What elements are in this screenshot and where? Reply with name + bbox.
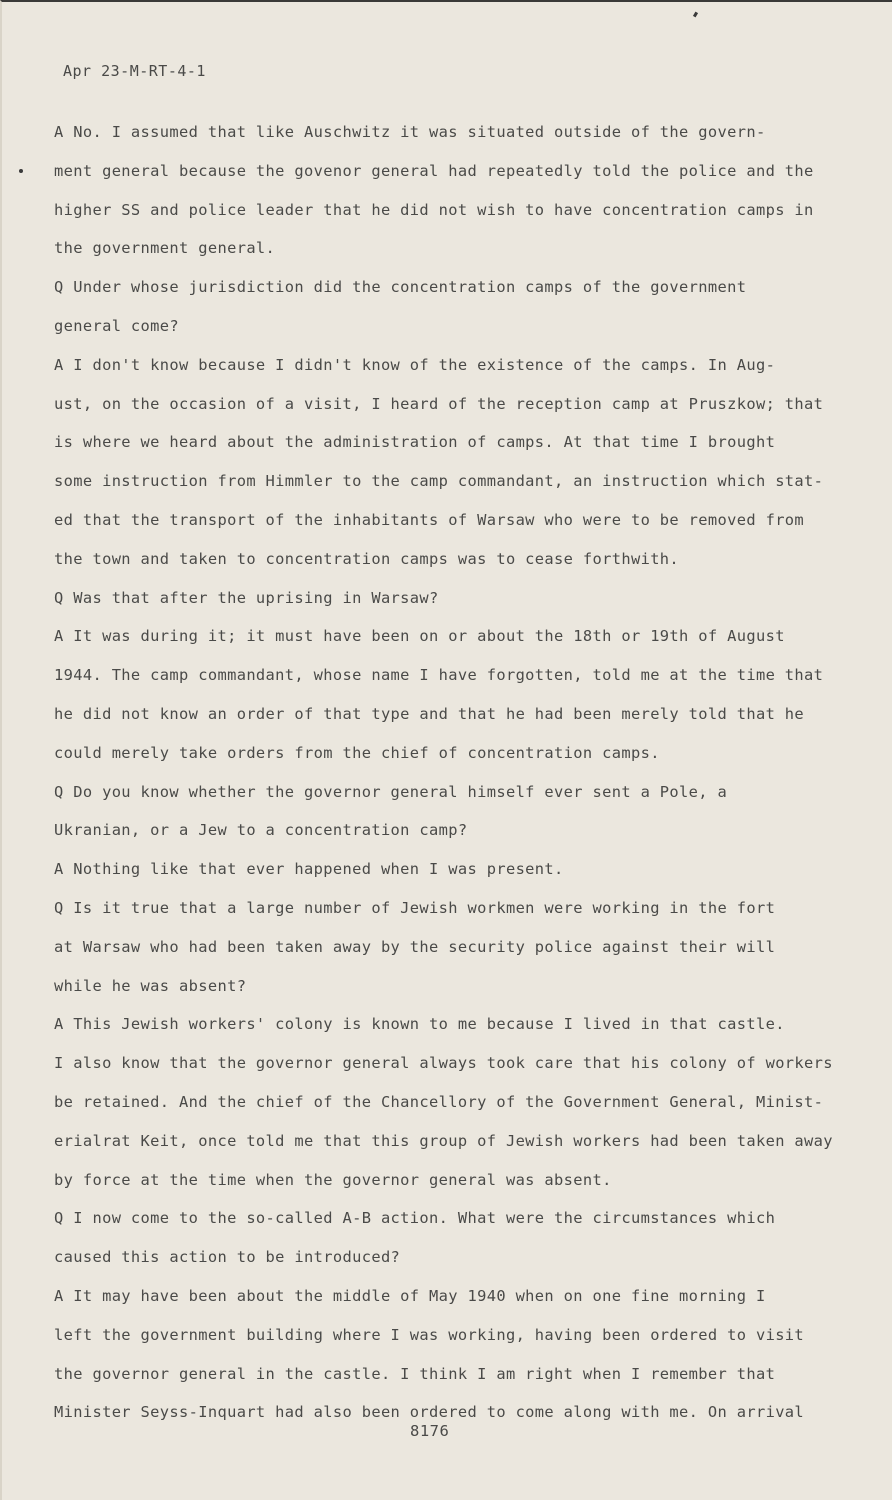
transcript-line: Minister Seyss-Inquart had also been ordered to come along with me. On arrival bbox=[54, 1403, 805, 1422]
transcript-line: Q Was that after the uprising in Warsaw? bbox=[54, 588, 439, 607]
transcript-line: Ukranian, or a Jew to a concentration camp? bbox=[54, 821, 468, 840]
margin-dot bbox=[19, 169, 23, 173]
transcript-line: the government general. bbox=[54, 239, 276, 258]
transcript-line: erialrat Keit, once told me that this group of Jewish workers had been taken away bbox=[54, 1131, 833, 1150]
transcript-line: Q Under whose jurisdiction did the concentration camps of the government bbox=[54, 278, 747, 297]
transcript-body bbox=[54, 113, 844, 1432]
transcript-line: Q I now come to the so-called A-B action. What were the circumstances which bbox=[54, 1209, 776, 1228]
transcript-line: A It was during it; it must have been on or about the 18th or 19th of August bbox=[54, 627, 785, 646]
transcript-line: ment general because the govenor general had repeatedly told the police and the bbox=[54, 161, 814, 180]
transcript-line: A I don't know because I didn't know of the existence of the camps. In Aug- bbox=[54, 355, 776, 374]
transcript-line: could merely take orders from the chief of concentration camps. bbox=[54, 743, 660, 762]
transcript-line: Q Do you know whether the governor general himself ever sent a Pole, a bbox=[54, 782, 728, 801]
transcript-line: caused this action to be introduced? bbox=[54, 1248, 401, 1267]
transcript-line: while he was absent? bbox=[54, 976, 247, 995]
transcript-line: left the government building where I was working, having been ordered to visit bbox=[54, 1325, 805, 1344]
transcript-line: ed that the transport of the inhabitants of Warsaw who were to be removed from bbox=[54, 510, 805, 529]
transcript-line: is where we heard about the administration of camps. At that time I brought bbox=[54, 433, 776, 452]
document-header: Apr 23-M-RT-4-1 bbox=[63, 62, 206, 80]
transcript-line: some instruction from Himmler to the camp commandant, an instruction which stat- bbox=[54, 472, 824, 491]
pen-mark bbox=[693, 12, 698, 18]
transcript-line: A Nothing like that ever happened when I was present. bbox=[54, 860, 564, 879]
transcript-line: ust, on the occasion of a visit, I heard of the reception camp at Pruszkow; that bbox=[54, 394, 824, 413]
transcript-line: higher SS and police leader that he did not wish to have concentration camps in bbox=[54, 200, 814, 219]
transcript-line: the town and taken to concentration camps was to cease forthwith. bbox=[54, 549, 680, 568]
transcript-line: Q Is it true that a large number of Jewish workmen were working in the fort bbox=[54, 898, 776, 917]
transcript-line: 1944. The camp commandant, whose name I have forgotten, told me at the time that bbox=[54, 666, 824, 685]
transcript-line: A It may have been about the middle of May 1940 when on one fine morning I bbox=[54, 1286, 766, 1305]
transcript-line: general come? bbox=[54, 316, 180, 335]
transcript-line: be retained. And the chief of the Chancellory of the Government General, Minist- bbox=[54, 1092, 824, 1111]
transcript-line: by force at the time when the governor general was absent. bbox=[54, 1170, 612, 1189]
transcript-line: at Warsaw who had been taken away by the security police against their will bbox=[54, 937, 776, 956]
page-number: 8176 bbox=[410, 1422, 450, 1440]
transcript-line: I also know that the governor general always took care that his colony of workers bbox=[54, 1054, 833, 1073]
transcript-line: A This Jewish workers' colony is known to me because I lived in that castle. bbox=[54, 1015, 785, 1034]
transcript-line: A No. I assumed that like Auschwitz it was situated outside of the govern- bbox=[54, 123, 766, 141]
transcript-line: he did not know an order of that type and that he had been merely told that he bbox=[54, 704, 805, 723]
transcript-line: the governor general in the castle. I think I am right when I remember that bbox=[54, 1364, 776, 1383]
